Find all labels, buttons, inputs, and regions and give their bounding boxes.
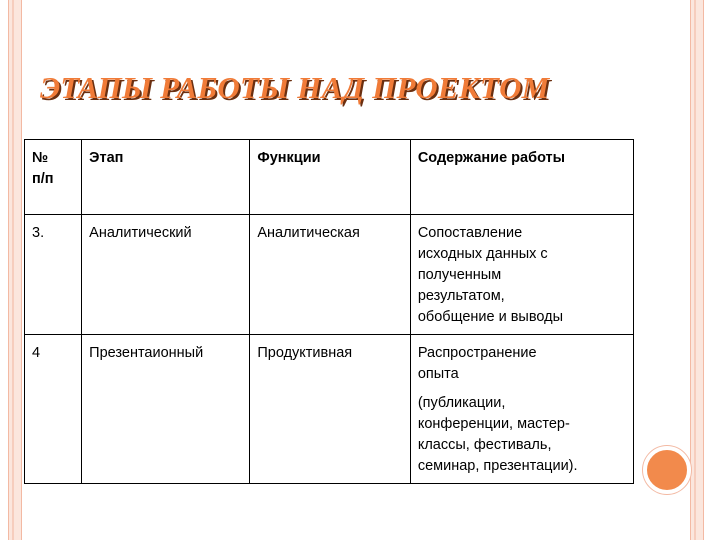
- slide-title: ЭТАПЫ РАБОТЫ НАД ПРОЕКТОМ: [40, 70, 550, 105]
- header-cell-content: Содержание работы: [410, 140, 633, 215]
- content-line: семинар, презентации).: [417, 458, 578, 474]
- content-line: обобщение и выводы: [417, 309, 564, 325]
- header-cell-stage: Этап: [82, 140, 250, 215]
- header-number-abbrev: п/п: [32, 171, 54, 187]
- cell-function: Аналитическая: [250, 215, 410, 335]
- cell-number: 3.: [25, 215, 82, 335]
- table-row: [25, 215, 634, 335]
- cell-content: [410, 215, 633, 335]
- header-cell-functions: Функции: [250, 140, 410, 215]
- cell-function: Продуктивная: [250, 335, 410, 484]
- content-line: (публикации,: [417, 395, 506, 411]
- left-decorative-border: [8, 0, 22, 540]
- content-line: классы, фестиваль,: [417, 437, 552, 453]
- content-line: результатом,: [417, 288, 505, 304]
- header-number-symbol: №: [32, 150, 49, 166]
- content-line: опыта: [417, 366, 459, 382]
- content-line: полученным: [417, 267, 502, 283]
- content-line: Сопоставление: [417, 225, 523, 241]
- cell-stage: Аналитический: [82, 215, 250, 335]
- content-line: Распространение: [417, 345, 537, 361]
- cell-stage: Презентаионный: [82, 335, 250, 484]
- content-line: исходных данных с: [417, 246, 548, 262]
- table-header-row: [25, 140, 634, 215]
- header-cell-number: [25, 140, 82, 215]
- right-decorative-border: [690, 0, 704, 540]
- project-stages-table: [24, 139, 634, 484]
- left-border-stripe: [12, 0, 14, 540]
- content-line: конференции, мастер-: [417, 416, 570, 432]
- cell-content: [410, 335, 633, 484]
- table-row: [25, 335, 634, 484]
- cell-number: 4: [25, 335, 82, 484]
- right-border-stripe: [694, 0, 696, 540]
- decorative-circle: [643, 446, 691, 494]
